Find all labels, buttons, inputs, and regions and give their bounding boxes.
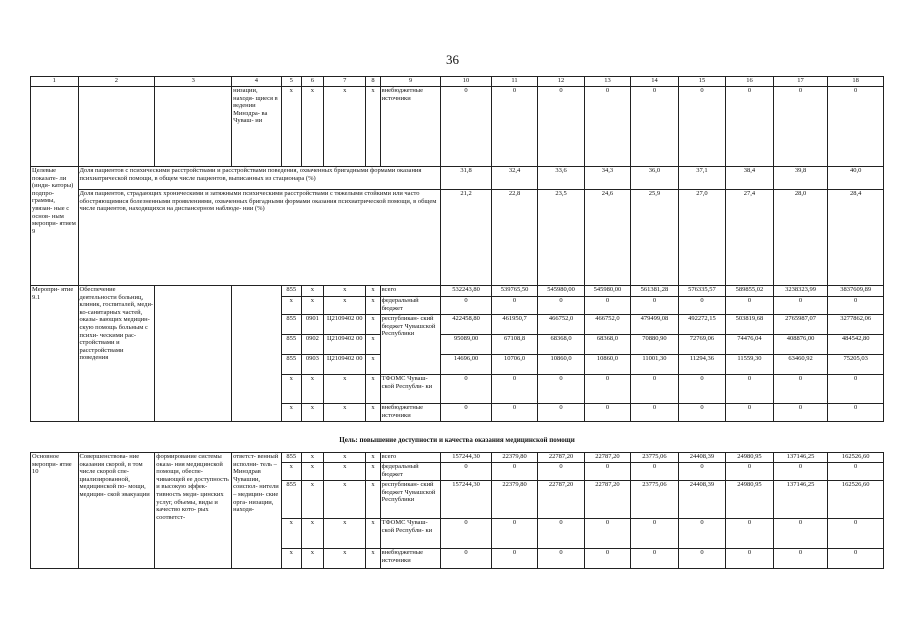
measure-description: Обеспечение деятельности больниц, клиник, госпиталей, меди- ко-санитарных частей, оказы- вающих медицин- скую помощь больным с психи- ческими рас- стройствами и расстройствами поведения [78, 286, 155, 422]
table-cell: 11001,30 [631, 355, 679, 375]
measure-label: Основное меропри- ятие 10 [31, 453, 79, 569]
table-cell: 23,5 [538, 190, 584, 286]
table-cell: 75205,03 [828, 355, 884, 375]
table-cell: 36,0 [631, 167, 679, 190]
table-cell: 0902 [301, 335, 323, 355]
table-cell: 0901 [301, 315, 323, 335]
table-cell: 24408,39 [678, 453, 726, 463]
table-cell: х [366, 453, 380, 463]
table-cell: 24980,95 [726, 481, 774, 519]
table-cell: 0 [491, 87, 537, 167]
table-cell: 0 [538, 297, 584, 315]
table-cell: 0 [584, 404, 630, 422]
table-cell: 72769,06 [678, 335, 726, 355]
table-cell: 855 [281, 286, 301, 297]
table-cell: Ц2109402 00 [324, 315, 366, 335]
table-cell: 32,4 [491, 167, 537, 190]
table-cell: х [301, 297, 323, 315]
table-cell: 0 [584, 519, 630, 549]
header-cell: 3 [155, 77, 232, 87]
header-cell: 13 [584, 77, 630, 87]
table-cell: х [281, 519, 301, 549]
table-cell: 162526,60 [828, 453, 884, 463]
table-cell: х [366, 404, 380, 422]
table-cell: 24980,95 [726, 453, 774, 463]
header-cell: 6 [301, 77, 323, 87]
table-cell: 3837609,89 [828, 286, 884, 297]
table-cell: внебюджетные источники [380, 404, 441, 422]
table-cell: 0 [538, 549, 584, 569]
table-cell: 855 [281, 355, 301, 375]
table-cell: 68368,0 [584, 335, 630, 355]
measure10-table [30, 452, 884, 569]
indicator-text: Доля пациентов, страдающих хроническими и затяжными психическими расстройствами с тяжелыми стойкими или часто обостряющимися болезненными проявлениями, охваченных бригадными формами оказания психиатрической помощи, в общем числе пациентов, находящихся на диспансерном наблюде- нии (%) [78, 190, 441, 286]
header-cell: 9 [380, 77, 441, 87]
table-cell: 0 [828, 519, 884, 549]
table-cell: 422458,80 [441, 315, 492, 335]
table-cell: 22787,20 [538, 453, 584, 463]
table-cell: Ц2109402 00 [324, 355, 366, 375]
table-cell [232, 286, 282, 422]
table-cell: 855 [281, 481, 301, 519]
table-row [31, 190, 884, 286]
table-cell: х [366, 286, 380, 297]
table-cell: 0 [441, 404, 492, 422]
header-cell: 15 [678, 77, 726, 87]
table-cell: 0 [441, 87, 492, 167]
header-cell: 12 [538, 77, 584, 87]
table-cell: 0 [773, 375, 828, 404]
table-cell: 23775,06 [631, 453, 679, 463]
table-cell: 479499,08 [631, 315, 679, 335]
table-cell: 0 [773, 297, 828, 315]
table-cell: х [301, 404, 323, 422]
table-cell: 0 [631, 404, 679, 422]
table-cell: 2765987,07 [773, 315, 828, 335]
table-row [31, 87, 884, 167]
table-cell: х [366, 315, 380, 335]
table-cell: 0 [441, 519, 492, 549]
table-cell: х [281, 375, 301, 404]
table-cell: 137146,25 [773, 453, 828, 463]
table-cell: 31,8 [441, 167, 492, 190]
table-cell: 466752,0 [584, 315, 630, 335]
table-cell: 0 [631, 87, 679, 167]
table-cell: х [366, 335, 380, 355]
table-cell: 22787,20 [584, 481, 630, 519]
table-cell: 0 [678, 297, 726, 315]
header-cell: 14 [631, 77, 679, 87]
measure-label: Меропри- ятие 9.1 [31, 286, 79, 422]
table-cell: х [301, 519, 323, 549]
table-cell: 545980,00 [584, 286, 630, 297]
table-cell: х [281, 463, 301, 481]
table-cell: х [324, 549, 366, 569]
table-cell: 137146,25 [773, 481, 828, 519]
table-cell: х [366, 297, 380, 315]
table-cell: 3277862,06 [828, 315, 884, 335]
table-cell: х [301, 549, 323, 569]
header-cell: 11 [491, 77, 537, 87]
table-cell: 0 [538, 87, 584, 167]
table-cell: 576335,57 [678, 286, 726, 297]
table-cell: х [324, 87, 366, 167]
table-cell: 24408,39 [678, 481, 726, 519]
table-cell: 0 [491, 549, 537, 569]
table-cell: 24,6 [584, 190, 630, 286]
table-cell: 0 [773, 549, 828, 569]
header-cell: 4 [232, 77, 282, 87]
measure-result: формирование системы оказа- ния медицинской помощи, обеспе- чивающей ее доступность и высокую эффек- тивность меди- цинских услуг, объемы, виды и качество кото- рых соответст- [155, 453, 232, 569]
table-cell: 0 [584, 87, 630, 167]
table-cell: 0 [726, 463, 774, 481]
table-cell: х [301, 481, 323, 519]
header-cell: 2 [78, 77, 155, 87]
table-cell: 0 [773, 519, 828, 549]
table-cell: 63460,92 [773, 355, 828, 375]
table-cell: 0 [491, 375, 537, 404]
table-cell: 0 [773, 463, 828, 481]
table-cell: х [366, 481, 380, 519]
table-cell [78, 87, 155, 167]
page-number: 36 [446, 52, 459, 67]
table-cell: х [366, 463, 380, 481]
table-cell: 25,9 [631, 190, 679, 286]
table-cell: 14696,00 [441, 355, 492, 375]
table-cell: 0 [631, 549, 679, 569]
table-cell: х [366, 549, 380, 569]
table-cell: 0 [441, 463, 492, 481]
header-cell: 5 [281, 77, 301, 87]
indicators-label: Целевые показате- ли (инди- каторы) подпро- граммы, увязан- ные с основ- ным меропри- ятием 9 [31, 167, 79, 286]
table-cell: 0 [441, 297, 492, 315]
table-cell [155, 87, 232, 167]
table-cell: 0 [726, 297, 774, 315]
table-cell: 162526,60 [828, 481, 884, 519]
table-cell: 33,6 [538, 167, 584, 190]
table-cell: х [281, 549, 301, 569]
measure-description: Совершенствова- ние оказания скорой, в том числе скорой спе- циализированной, медицинской по- мощи, медицин- ской эвакуации [78, 453, 155, 569]
table-cell: 0 [828, 375, 884, 404]
table-cell: 22,8 [491, 190, 537, 286]
table-cell: х [324, 519, 366, 549]
table-cell: 461950,7 [491, 315, 537, 335]
table-cell: республикан- ский бюджет Чувашской Республики [380, 315, 441, 375]
table-cell: федеральный бюджет [380, 463, 441, 481]
table-cell: 27,4 [726, 190, 774, 286]
table-cell: республикан- ский бюджет Чувашской Республики [380, 481, 441, 519]
table-cell: 0 [538, 404, 584, 422]
header-cell: 7 [324, 77, 366, 87]
table-cell: 408876,00 [773, 335, 828, 355]
table-cell: 22787,20 [538, 481, 584, 519]
table-cell: х [366, 87, 380, 167]
table-cell: 545980,00 [538, 286, 584, 297]
table-cell: 0 [631, 375, 679, 404]
header-cell: 17 [773, 77, 828, 87]
table-cell: внебюджетные источники [380, 549, 441, 569]
table-cell: 0 [773, 87, 828, 167]
table-cell: 561381,28 [631, 286, 679, 297]
header-row [31, 77, 884, 87]
table-cell: 95089,00 [441, 335, 492, 355]
table-cell: 0 [491, 404, 537, 422]
measure10-block [30, 452, 884, 569]
table-cell: 0 [828, 549, 884, 569]
table-cell: 0 [726, 549, 774, 569]
table-cell: 0 [631, 297, 679, 315]
table-cell: 157244,30 [441, 481, 492, 519]
table-cell: 0 [828, 404, 884, 422]
table-cell: ТФОМС Чуваш- ской Республи- ки [380, 375, 441, 404]
table-cell: 10860,0 [538, 355, 584, 375]
table-cell: 0 [678, 519, 726, 549]
table-cell: 855 [281, 335, 301, 355]
table-cell: 0 [584, 549, 630, 569]
table-cell [31, 87, 79, 167]
table-cell: всего [380, 453, 441, 463]
table-cell: 157244,30 [441, 453, 492, 463]
table-cell: х [301, 453, 323, 463]
table-cell: х [324, 481, 366, 519]
table-cell: 10860,0 [584, 355, 630, 375]
header-cell: 1 [31, 77, 79, 87]
table-cell: 0 [726, 519, 774, 549]
table-cell: 10706,0 [491, 355, 537, 375]
table-cell: 40,0 [828, 167, 884, 190]
table-cell: х [301, 463, 323, 481]
table-cell: низации, находя- щиеся в ведении Минздра- ва Чуваш- ии [232, 87, 282, 167]
table-cell: 11294,36 [678, 355, 726, 375]
table-cell: 0 [678, 549, 726, 569]
table-cell: 3238323,99 [773, 286, 828, 297]
table-cell: 0 [726, 404, 774, 422]
table-cell: 0 [538, 463, 584, 481]
table-cell: всего [380, 286, 441, 297]
table-cell: 0 [631, 463, 679, 481]
table-cell: 27,0 [678, 190, 726, 286]
table-cell: 23775,06 [631, 481, 679, 519]
table-cell: 0 [678, 87, 726, 167]
table-cell: 0 [491, 463, 537, 481]
table-cell: 532243,80 [441, 286, 492, 297]
table-cell: 70880,90 [631, 335, 679, 355]
table-cell: 0 [584, 463, 630, 481]
table-cell: ТФОМС Чуваш- ской Республи- ки [380, 519, 441, 549]
table-cell: внебюджетные источники [380, 87, 441, 167]
table-cell: Ц2109402 00 [324, 335, 366, 355]
table-cell: 589855,02 [726, 286, 774, 297]
table-cell: 38,4 [726, 167, 774, 190]
table-cell: х [366, 375, 380, 404]
table-cell: 0 [491, 519, 537, 549]
table-cell: 0 [631, 519, 679, 549]
table-cell: 34,3 [584, 167, 630, 190]
table-cell: х [324, 297, 366, 315]
table-cell: 0 [773, 404, 828, 422]
table-cell [155, 286, 232, 422]
table-cell: 0 [441, 375, 492, 404]
table-cell: 0 [678, 375, 726, 404]
table-cell: 0903 [301, 355, 323, 375]
measure-executor: ответст- венный исполни- тель – Минздрав Чувашии, соиспол- нители – медицин- ские орга- низации, находя- [232, 453, 282, 569]
table-cell: 0 [441, 549, 492, 569]
table-cell: х [366, 519, 380, 549]
table-cell: 0 [491, 297, 537, 315]
table-cell: 0 [678, 404, 726, 422]
table-cell: х [324, 286, 366, 297]
table-cell: 0 [828, 463, 884, 481]
table-cell: х [281, 87, 301, 167]
table-cell: 503819,68 [726, 315, 774, 335]
table-cell: 11559,30 [726, 355, 774, 375]
table-cell: 492272,15 [678, 315, 726, 335]
table-cell: х [281, 404, 301, 422]
table-cell: х [324, 404, 366, 422]
main-table [30, 76, 884, 422]
table-cell: х [324, 463, 366, 481]
table-cell: 855 [281, 453, 301, 463]
table-cell: 74476,04 [726, 335, 774, 355]
table-cell: 855 [281, 315, 301, 335]
goal-heading: Цель: повышение доступности и качества оказания медицинской помощи [339, 436, 575, 444]
table-cell: 0 [678, 463, 726, 481]
table-cell: 22787,20 [584, 453, 630, 463]
table-cell: 466752,0 [538, 315, 584, 335]
table-cell: 22379,80 [491, 453, 537, 463]
table-cell: 0 [584, 297, 630, 315]
table-row [31, 286, 884, 297]
table-cell: 0 [538, 519, 584, 549]
table-cell: 0 [726, 375, 774, 404]
table-cell: 68368,0 [538, 335, 584, 355]
table-cell: 28,4 [828, 190, 884, 286]
table-cell: 0 [828, 297, 884, 315]
header-cell: 18 [828, 77, 884, 87]
table-cell: 0 [584, 375, 630, 404]
table-row [31, 167, 884, 190]
indicator-text: Доля пациентов с психическими расстройствами и расстройствами поведения, охваченных бригадными формами оказания психиатрической помощи, в общем числе пациентов, выписанных из стационара (%) [78, 167, 441, 190]
table-cell: 0 [538, 375, 584, 404]
table-cell: х [366, 355, 380, 375]
header-cell: 16 [726, 77, 774, 87]
table-cell: х [324, 375, 366, 404]
table-cell: х [281, 297, 301, 315]
table-cell: 28,0 [773, 190, 828, 286]
table-cell: х [301, 286, 323, 297]
main-table-block [30, 76, 884, 422]
table-cell: 539765,50 [491, 286, 537, 297]
table-cell: х [301, 375, 323, 404]
table-cell: 67108,8 [491, 335, 537, 355]
table-cell: 39,8 [773, 167, 828, 190]
table-cell: 37,1 [678, 167, 726, 190]
table-cell: 22379,80 [491, 481, 537, 519]
table-cell: 0 [726, 87, 774, 167]
table-row [31, 453, 884, 463]
table-cell: х [324, 453, 366, 463]
table-cell: 484542,80 [828, 335, 884, 355]
header-cell: 10 [441, 77, 492, 87]
table-cell: федеральный бюджет [380, 297, 441, 315]
table-cell: 0 [828, 87, 884, 167]
header-cell: 8 [366, 77, 380, 87]
table-cell: х [301, 87, 323, 167]
table-cell: 21,2 [441, 190, 492, 286]
